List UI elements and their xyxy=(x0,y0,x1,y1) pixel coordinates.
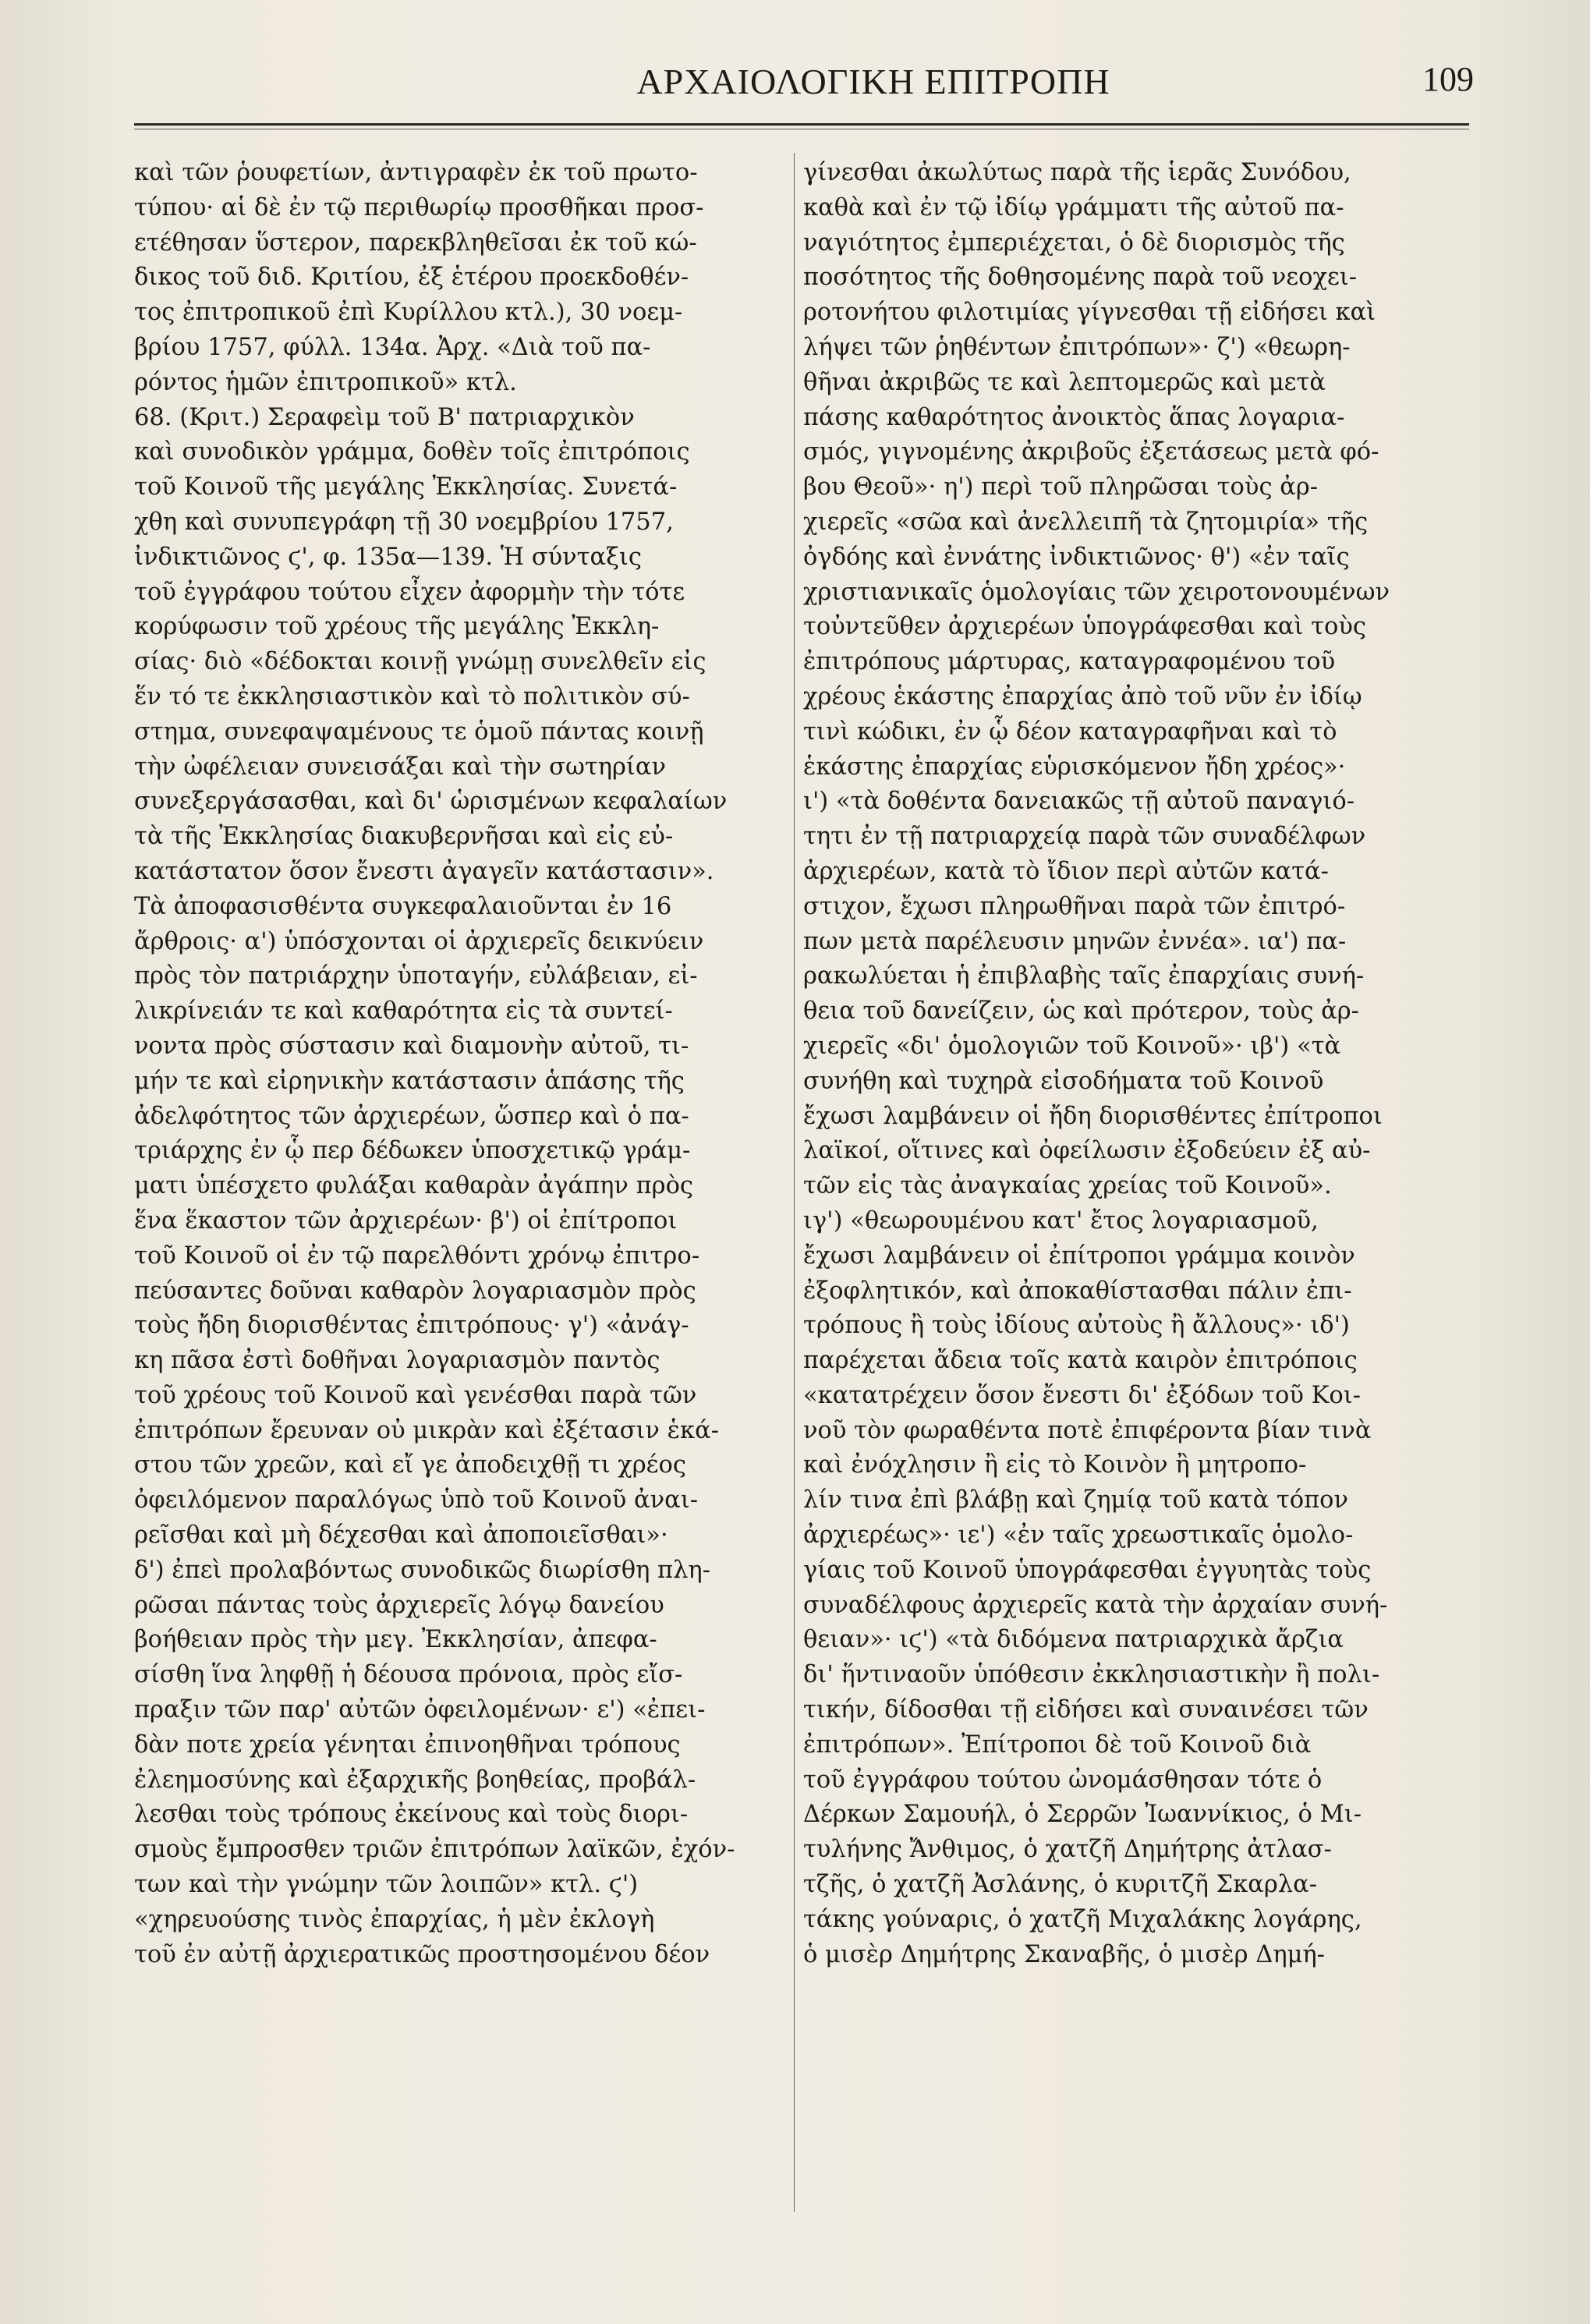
text-line: ἐξοφλητικόν, καὶ ἀποκαθίστασθαι πάλιν ἐπι- xyxy=(803,1277,1352,1305)
text-line: πων μετὰ παρέλευσιν μηνῶν ἐννέα». ια') πα- xyxy=(803,927,1347,955)
text-line: τῶν εἰς τὰς ἀναγκαίας χρείας τοῦ Κοινοῦ». xyxy=(803,1172,1332,1200)
text-line: ρεῖσθαι καὶ μὴ δέχεσθαι καὶ ἀποποιεῖσθαι»· xyxy=(134,1522,668,1550)
text-line: δ') ἐπεὶ προλαβόντως συνοδικῶς διωρίσθη πλη- xyxy=(134,1556,711,1584)
text-line: ι') «τὰ δοθέντα δανειακῶς τῇ αὐτοῦ παναγιό- xyxy=(803,788,1355,816)
text-line: πεύσαντες δοῦναι καθαρὸν λογαριασμὸν πρὸς xyxy=(134,1277,696,1305)
text-line: Δέρκων Σαμουήλ, ὁ Σερρῶν Ἰωαννίκιος, ὁ Μι- xyxy=(803,1801,1362,1829)
text-line: ροτονήτου φιλοτιμίας γίγνεσθαι τῇ εἰδήσει καὶ xyxy=(803,299,1376,327)
text-line: δικος τοῦ διδ. Κριτίου, ἐξ ἑτέρου προεκδοθέν- xyxy=(134,264,689,292)
text-line: σίας· διὸ «δέδοκται κοινῇ γνώμῃ συνελθεῖν εἰς xyxy=(134,648,706,676)
left-column xyxy=(134,156,789,1972)
right-column xyxy=(803,156,1458,1972)
text-line: βοήθειαν πρὸς τὴν μεγ. Ἐκκλησίαν, ἀπεφα- xyxy=(134,1626,657,1654)
text-line: των καὶ τὴν γνώμην τῶν λοιπῶν» κτλ. ϛ') xyxy=(134,1871,639,1899)
text-line: ἕν τό τε ἐκκλησιαστικὸν καὶ τὸ πολιτικὸν σύ- xyxy=(134,682,690,710)
text-line: πρὸς τὸν πατριάρχην ὑποταγήν, εὐλάβειαν, εἰ- xyxy=(134,962,698,990)
text-line: ἀρχιερέως»· ιε') «ἐν ταῖς χρεωστικαῖς ὁμολο- xyxy=(803,1522,1354,1550)
text-line: ρῶσαι πάντας τοὺς ἀρχιερεῖς λόγῳ δανείου xyxy=(134,1591,664,1619)
text-line: στημα, συνεφαψαμένους τε ὁμοῦ πάντας κοινῇ xyxy=(134,717,704,746)
page-number: 109 xyxy=(1422,60,1474,98)
text-line: ἰνδικτιῶνος ϛ', φ. 135α—139. Ἡ σύνταξις xyxy=(134,543,642,571)
text-line: ἄρθροις· α') ὑπόσχονται οἱ ἀρχιερεῖς δεικνύειν xyxy=(134,927,704,955)
text-line: στιχον, ἔχωσι πληρωθῆναι παρὰ τῶν ἐπιτρό- xyxy=(803,892,1346,920)
text-line: χιερεῖς «δι' ὁμολογιῶν τοῦ Κοινοῦ»· ιβ') «τὰ xyxy=(803,1032,1341,1060)
text-line: ἔχωσι λαμβάνειν οἱ ἤδη διορισθέντες ἐπίτροποι xyxy=(803,1102,1383,1130)
text-line: «χηρευούσης τινὸς ἐπαρχίας, ἡ μὲν ἐκλογὴ xyxy=(134,1905,655,1933)
text-line: λίν τινα ἐπὶ βλάβῃ καὶ ζημίᾳ τοῦ κατὰ τόπον xyxy=(803,1486,1349,1514)
text-line: τοῦ χρέους τοῦ Κοινοῦ καὶ γενέσθαι παρὰ τῶν xyxy=(134,1381,697,1409)
running-title: ΑΡΧΑΙΟΛΟΓΙΚΗ ΕΠΙΤΡΟΠΗ xyxy=(636,62,1110,101)
text-line: καὶ τῶν ῥουφετίων, ἀντιγραφὲν ἐκ τοῦ πρωτο- xyxy=(134,159,698,186)
text-line: νοντα πρὸς σύστασιν καὶ διαμονὴν αὐτοῦ, τι- xyxy=(134,1032,689,1060)
text-line: σμός, γιγνομένης ἀκριβοῦς ἐξετάσεως μετὰ φό- xyxy=(803,438,1379,466)
text-line: συναδέλφους ἀρχιερεῖς κατὰ τὴν ἀρχαίαν συνή- xyxy=(803,1591,1388,1619)
text-line: ἑκάστης ἐπαρχίας εὑρισκόμενον ἤδη χρέος»· xyxy=(803,753,1346,781)
text-line: δι' ἥντιναοῦν ὑπόθεσιν ἐκκλησιαστικὴν ἢ πολι- xyxy=(803,1661,1380,1689)
text-line: τητι ἐν τῇ πατριαρχείᾳ παρὰ τῶν συναδέλφων xyxy=(803,823,1366,851)
text-line: γίαις τοῦ Κοινοῦ ὑπογράφεσθαι ἐγγυητὰς τοὺς xyxy=(803,1556,1372,1584)
text-line: ὀγδόης καὶ ἐννάτης ἰνδικτιῶνος· θ') «ἐν ταῖς xyxy=(803,543,1350,571)
text-line: δὰν ποτε χρεία γένηται ἐπινοηθῆναι τρόπους xyxy=(134,1731,681,1759)
text-line: ἐπιτρόπων». Ἐπίτροποι δὲ τοῦ Κοινοῦ διὰ xyxy=(803,1731,1312,1759)
text-line: τοῦ Κοινοῦ τῆς μεγάλης Ἐκκλησίας. Συνετά- xyxy=(134,473,678,501)
text-line: τὴν ὠφέλειαν συνεισάξαι καὶ τὴν σωτηρίαν xyxy=(134,753,667,781)
text-line: τοῦ Κοινοῦ οἱ ἐν τῷ παρελθόντι χρόνῳ ἐπιτρο- xyxy=(134,1242,700,1270)
text-line: ἕνα ἕκαστον τῶν ἀρχιερέων· β') οἱ ἐπίτροποι xyxy=(134,1206,678,1235)
text-line: χιερεῖς «σῶα καὶ ἀνελλειπῆ τὰ ζητομιρία» τῆς xyxy=(803,508,1369,536)
text-line: τζῆς, ὁ χατζῆ Ἀσλάνης, ὁ κυριτζῆ Σκαρλα- xyxy=(803,1871,1318,1899)
text-line: νοῦ τὸν φωραθέντα ποτὲ ἐπιφέροντα βίαν τινὰ xyxy=(803,1416,1372,1444)
text-line: λαϊκοί, οἵτινες καὶ ὀφείλωσιν ἐξοδεύειν ἐξ αὐ- xyxy=(803,1137,1371,1165)
text-line: ματι ὑπέσχετο φυλάξαι καθαρὰν ἀγάπην πρὸς xyxy=(134,1172,694,1200)
text-line: ρόντος ἡμῶν ἐπιτροπικοῦ» κτλ. xyxy=(134,368,517,396)
text-line: τοὺς ἤδη διορισθέντας ἐπιτρόπους· γ') «ἀνάγ- xyxy=(134,1312,689,1340)
text-line: ετέθησαν ὕστερον, παρεκβληθεῖσαι ἐκ τοῦ κώ- xyxy=(134,229,697,257)
column-divider xyxy=(794,153,795,2212)
text-line: ἐλεημοσύνης καὶ ἐξαρχικῆς βοηθείας, προβάλ- xyxy=(134,1766,696,1794)
text-line: θειαν»· ιϛ') «τὰ διδόμενα πατριαρχικὰ ἄρζια xyxy=(803,1626,1344,1654)
text-line: 68. (Κριτ.) Σεραφεὶμ τοῦ Β' πατριαρχικὸν xyxy=(134,403,635,431)
text-line: Τὰ ἀποφασισθέντα συγκεφαλαιοῦνται ἐν 16 xyxy=(134,892,672,920)
text-line: πραξιν τῶν παρ' αὐτῶν ὀφειλομένων· ε') «ἐπει- xyxy=(134,1696,706,1724)
text-line: βου Θεοῦ»· η') περὶ τοῦ πληρῶσαι τοὺς ἀρ- xyxy=(803,473,1319,501)
text-line: τικήν, δίδοσθαι τῇ εἰδήσει καὶ συναινέσει τῶν xyxy=(803,1696,1369,1724)
text-line: θεια τοῦ δανείζειν, ὡς καὶ πρότερον, τοὺς ἀρ- xyxy=(803,997,1359,1026)
text-line: ναγιότητος ἐμπεριέχεται, ὁ δὲ διορισμὸς τῆς xyxy=(803,229,1345,257)
text-line: βρίου 1757, φύλλ. 134α. Ἀρχ. «Διὰ τοῦ πα- xyxy=(134,333,651,361)
text-line: τοῦ ἐν αὐτῇ ἀρχιερατικῶς προστησομένου δέον xyxy=(134,1940,710,1968)
text-line: κορύφωσιν τοῦ χρέους τῆς μεγάλης Ἐκκλη- xyxy=(134,613,660,641)
text-line: τρόπους ἢ τοὺς ἰδίους αὐτοὺς ἢ ἄλλους»· ιδ') xyxy=(803,1312,1350,1340)
text-line: τινὶ κώδικι, ἐν ᾧ δέον καταγραφῆναι καὶ τὸ xyxy=(803,717,1337,746)
text-line: λήψει τῶν ῥηθέντων ἐπιτρόπων»· ζ') «θεωρη- xyxy=(803,333,1351,361)
text-line: θῆναι ἀκριβῶς τε καὶ λεπτομερῶς καὶ μετὰ xyxy=(803,368,1326,396)
text-line: πάσης καθαρότητος ἀνοικτὸς ἅπας λογαρια- xyxy=(803,403,1345,431)
text-line: ἀδελφότητος τῶν ἀρχιερέων, ὥσπερ καὶ ὁ πα- xyxy=(134,1102,689,1130)
text-line: σίσθη ἵνα ληφθῇ ἡ δέουσα πρόνοια, πρὸς εἴσ- xyxy=(134,1661,683,1689)
text-line: ὁ μισὲρ Δημήτρης Σκαναβῆς, ὁ μισὲρ Δημή- xyxy=(803,1940,1325,1968)
text-line: τύπου· αἱ δὲ ἐν τῷ περιθωρίῳ προσθῆκαι προσ- xyxy=(134,193,704,221)
text-line: σμοὺς ἔμπροσθεν τριῶν ἐπιτρόπων λαϊκῶν, ἐχόν- xyxy=(134,1836,735,1864)
text-line: συνεξεργάσασθαι, καὶ δι' ὡρισμένων κεφαλαίων xyxy=(134,788,728,816)
text-line: τυλήνης Ἄνθιμος, ὁ χατζῆ Δημήτρης ἀτλασ- xyxy=(803,1836,1332,1864)
text-line: χριστιανικαῖς ὁμολογίαις τῶν χειροτονουμένων xyxy=(803,578,1390,606)
text-line: ἐπιτρόπων ἔρευναν οὐ μικρὰν καὶ ἐξέτασιν ἑκά- xyxy=(134,1416,720,1444)
text-line: ὀφειλόμενον παραλόγως ὑπὸ τοῦ Κοινοῦ ἀναι- xyxy=(134,1486,699,1514)
text-line: χθη καὶ συνυπεγράφη τῇ 30 νοεμβρίου 1757, xyxy=(134,508,674,536)
text-line: καὶ ἐνόχλησιν ἢ εἰς τὸ Κοινὸν ἢ μητροπο- xyxy=(803,1451,1307,1479)
text-line: στου τῶν χρεῶν, καὶ εἴ γε ἀποδειχθῇ τι χρέος xyxy=(134,1451,686,1479)
text-line: ιγ') «θεωρουμένου κατ' ἔτος λογαριασμοῦ, xyxy=(803,1206,1319,1235)
text-line: παρέχεται ἄδεια τοῖς κατὰ καιρὸν ἐπιτρόποις xyxy=(803,1347,1358,1375)
text-line: τάκης γούναρις, ὁ χατζῆ Μιχαλάκης λογάρης, xyxy=(803,1905,1362,1933)
text-line: «κατατρέχειν ὅσον ἔνεστι δι' ἐξόδων τοῦ Κοι- xyxy=(803,1381,1361,1409)
text-line: μήν τε καὶ εἰρηνικὴν κατάστασιν ἁπάσης τῆς xyxy=(134,1067,685,1095)
text-line: ρακωλύεται ἡ ἐπιβλαβὴς ταῖς ἐπαρχίαις συνή- xyxy=(803,962,1365,990)
text-line: κατάστατον ὅσον ἔνεστι ἀγαγεῖν κατάστασιν». xyxy=(134,857,714,885)
text-line: συνήθη καὶ τυχηρὰ εἰσοδήματα τοῦ Κοινοῦ xyxy=(803,1067,1324,1095)
text-line: γίνεσθαι ἀκωλύτως παρὰ τῆς ἱερᾶς Συνόδου, xyxy=(803,159,1351,186)
text-line: λικρίνειάν τε καὶ καθαρότητα εἰς τὰ συντεί- xyxy=(134,997,673,1026)
text-line: τος ἐπιτροπικοῦ ἐπὶ Κυρίλλου κτλ.), 30 νοεμ- xyxy=(134,299,683,327)
text-line: καὶ συνοδικὸν γράμμα, δοθὲν τοῖς ἐπιτρόποις xyxy=(134,438,690,466)
text-line: τοῦ ἐγγράφου τούτου ὠνομάσθησαν τότε ὁ xyxy=(803,1766,1323,1794)
text-line: ποσότητος τῆς δοθησομένης παρὰ τοῦ νεοχει- xyxy=(803,264,1358,292)
text-line: χρέους ἑκάστης ἐπαρχίας ἀπὸ τοῦ νῦν ἐν ἰδίῳ xyxy=(803,682,1362,710)
text-line: ἀρχιερέων, κατὰ τὸ ἴδιον περὶ αὐτῶν κατά- xyxy=(803,857,1329,885)
text-line: τοὐντεῦθεν ἀρχιερέων ὑπογράφεσθαι καὶ τοὺς xyxy=(803,613,1367,641)
text-line: τοῦ ἐγγράφου τούτου εἶχεν ἀφορμὴν τὴν τότε xyxy=(134,578,685,606)
text-line: ἔχωσι λαμβάνειν οἱ ἐπίτροποι γράμμα κοινὸν xyxy=(803,1242,1355,1270)
page-header xyxy=(133,61,1474,115)
text-line: τὰ τῆς Ἐκκλησίας διακυβερνῆσαι καὶ εἰς εὐ- xyxy=(134,823,674,851)
text-line: λεσθαι τοὺς τρόπους ἐκείνους καὶ τοὺς διορι- xyxy=(134,1801,689,1829)
text-line: ἐπιτρόπους μάρτυρας, καταγραφομένου τοῦ xyxy=(803,648,1336,676)
text-line: κη πᾶσα ἐστὶ δοθῆναι λογαριασμὸν παντὸς xyxy=(134,1347,660,1375)
header-rule xyxy=(134,123,1469,126)
text-line: καθὰ καὶ ἐν τῷ ἰδίῳ γράμματι τῆς αὐτοῦ πα- xyxy=(803,193,1344,221)
text-line: τριάρχης ἐν ᾧ περ δέδωκεν ὑποσχετικῷ γράμ- xyxy=(134,1137,691,1165)
